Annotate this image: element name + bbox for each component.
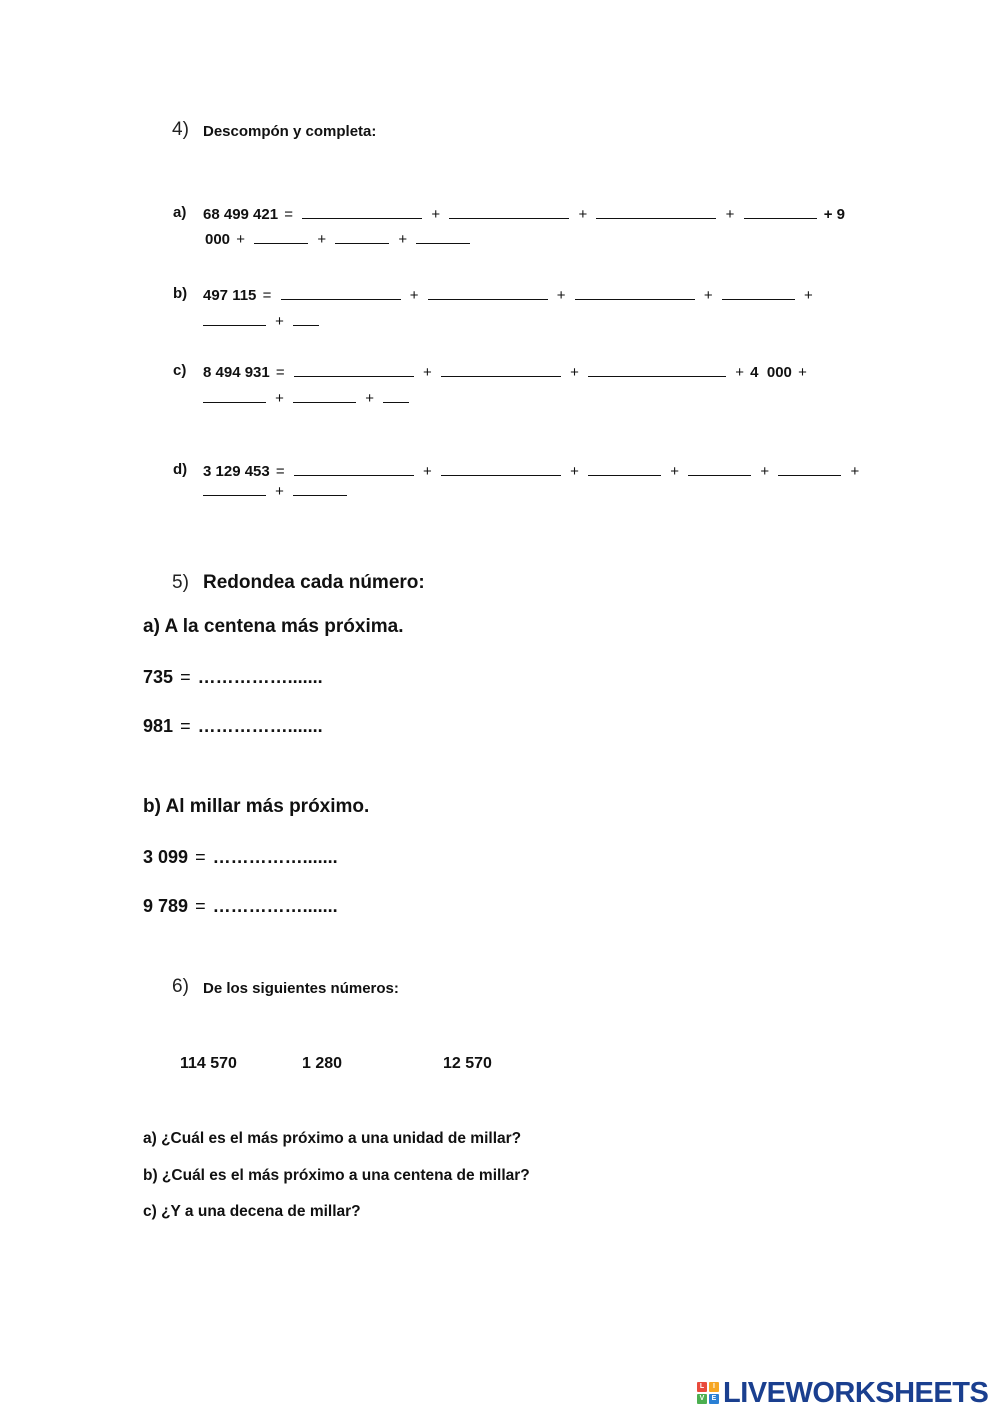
item-b-number: 497 115 xyxy=(203,287,257,304)
item-c-letter: c) xyxy=(173,362,187,379)
logo-text: LIVEWORKSHEETS xyxy=(723,1376,989,1409)
blank-input[interactable] xyxy=(293,481,347,496)
answer-field[interactable]: ……………....... xyxy=(212,896,338,916)
item-a-line2: 000 + + + xyxy=(205,229,473,248)
blank-input[interactable] xyxy=(596,204,716,219)
blank-input[interactable] xyxy=(293,388,356,403)
answer-field[interactable]: ……………....... xyxy=(197,667,323,687)
item-b-letter: b) xyxy=(173,285,188,302)
section6-title: De los siguientes números: xyxy=(203,980,399,997)
blank-input[interactable] xyxy=(293,311,319,326)
item-b-line1: 497 115 = + + + + xyxy=(203,287,813,304)
blank-input[interactable] xyxy=(203,311,266,326)
blank-input[interactable] xyxy=(254,229,308,244)
blank-input[interactable] xyxy=(203,388,266,403)
blank-input[interactable] xyxy=(203,481,266,496)
item-d-line2: + xyxy=(203,481,350,500)
section5-part-a-title: a) A la centena más próxima. xyxy=(143,616,404,637)
answer-field[interactable]: ……………....... xyxy=(197,716,323,736)
section6-question-c: c) ¿Y a una decena de millar? xyxy=(143,1203,361,1220)
blank-input[interactable] xyxy=(294,362,414,377)
blank-input[interactable] xyxy=(294,461,414,476)
section6-number: 6) xyxy=(172,976,189,997)
section6-question-a: a) ¿Cuál es el más próximo a una unidad de millar? xyxy=(143,1130,522,1147)
section4-number: 4) xyxy=(172,119,189,140)
answer-field[interactable]: ……………....... xyxy=(212,847,338,867)
number-option: 114 570 xyxy=(180,1055,237,1072)
item-c-line2: + + xyxy=(203,388,412,407)
item-a-letter: a) xyxy=(173,204,187,221)
blank-input[interactable] xyxy=(449,204,569,219)
section5-number: 5) xyxy=(172,572,189,593)
item-a-number: 68 499 421 xyxy=(203,206,279,223)
blank-input[interactable] xyxy=(722,285,795,300)
item-d-line1: 3 129 453 = + + + + + xyxy=(203,463,860,480)
section6-question-b: b) ¿Cuál es el más próximo a una centena de millar? xyxy=(143,1167,530,1184)
number-option: 1 280 xyxy=(302,1055,343,1072)
section5-title: Redondea cada número: xyxy=(203,572,425,593)
blank-input[interactable] xyxy=(778,461,841,476)
blank-input[interactable] xyxy=(281,285,401,300)
item-d-number: 3 129 453 xyxy=(203,463,270,480)
round-line: 981 = ……………....... xyxy=(143,716,323,736)
section5-part-b-title: b) Al millar más próximo. xyxy=(143,796,370,817)
item-b-line2: + xyxy=(203,311,322,330)
round-line: 735 = ……………....... xyxy=(143,667,323,687)
blank-input[interactable] xyxy=(588,461,661,476)
blank-input[interactable] xyxy=(416,229,470,244)
round-line: 9 789 = ……………....... xyxy=(143,896,338,916)
section4-title: Descompón y completa: xyxy=(203,123,377,140)
blank-input[interactable] xyxy=(588,362,726,377)
blank-input[interactable] xyxy=(441,461,561,476)
blank-input[interactable] xyxy=(383,388,409,403)
logo-grid-icon: L I V E xyxy=(697,1382,719,1404)
item-d-letter: d) xyxy=(173,461,188,478)
round-line: 3 099 = ……………....... xyxy=(143,847,338,867)
item-a-line1: 68 499 421 = + + + + 9 xyxy=(203,206,845,223)
blank-input[interactable] xyxy=(428,285,548,300)
item-c-number: 8 494 931 xyxy=(203,364,270,381)
item-c-line1: 8 494 931 = + + + 4 000 + xyxy=(203,364,807,381)
blank-input[interactable] xyxy=(335,229,389,244)
number-option: 12 570 xyxy=(443,1055,492,1072)
liveworksheets-logo xyxy=(697,1377,988,1409)
blank-input[interactable] xyxy=(302,204,422,219)
blank-input[interactable] xyxy=(688,461,751,476)
blank-input[interactable] xyxy=(441,362,561,377)
blank-input[interactable] xyxy=(575,285,695,300)
blank-input[interactable] xyxy=(744,204,817,219)
